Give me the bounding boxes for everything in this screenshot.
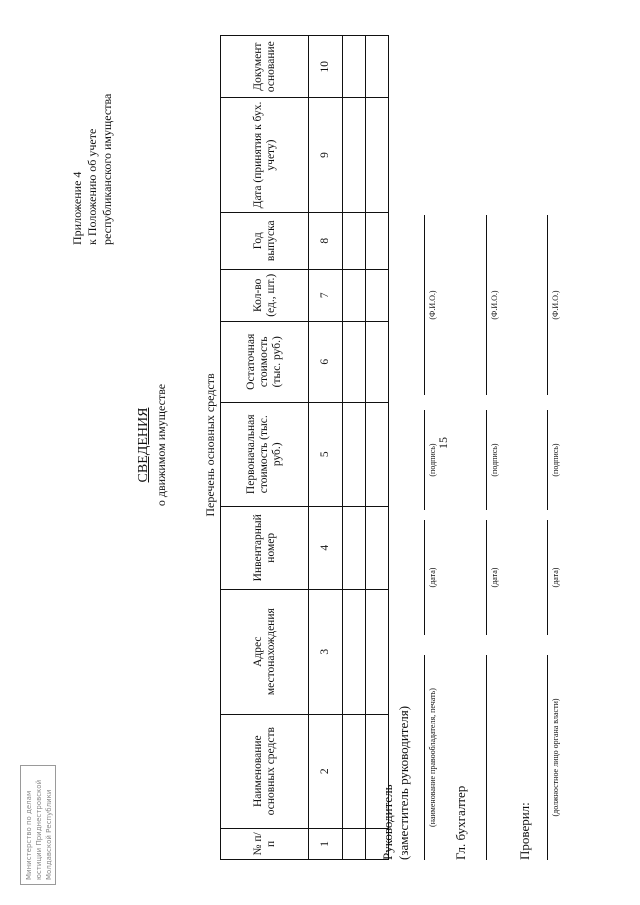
column-number-cell: 6 bbox=[309, 321, 343, 402]
header-cell: Наименование основных средств bbox=[221, 714, 309, 828]
document-subtitle: о движимом имуществе bbox=[154, 383, 168, 507]
official-signature-line bbox=[547, 655, 548, 860]
column-number-cell: 1 bbox=[309, 828, 343, 859]
header-cell: Остаточная стоимость (тыс. руб.) bbox=[221, 321, 309, 402]
date-caption: (дата) bbox=[490, 567, 499, 588]
deputy-head-title: (заместитель руководителя) bbox=[396, 705, 411, 860]
org-caption: (наименование правообладателя, печать) bbox=[428, 688, 437, 827]
date-caption: (дата) bbox=[428, 567, 437, 588]
column-number-row bbox=[309, 36, 343, 860]
appendix-line-3: республиканского имущества bbox=[100, 93, 114, 245]
table-cell bbox=[366, 321, 389, 402]
column-number-cell: 10 bbox=[309, 36, 343, 98]
appendix-line-2: к Положению об учете bbox=[85, 128, 99, 245]
name-signature-line bbox=[486, 215, 487, 395]
signature-title-checked: Проверил: bbox=[517, 802, 532, 860]
name-signature-line bbox=[424, 215, 425, 395]
name-caption: (Ф.И.О.) bbox=[551, 290, 560, 320]
appendix-note bbox=[70, 65, 115, 245]
header-cell: Инвентарный номер bbox=[221, 506, 309, 589]
table-cell bbox=[366, 212, 389, 269]
column-number-cell: 7 bbox=[309, 269, 343, 321]
date-signature-line bbox=[486, 520, 487, 635]
column-number-cell: 9 bbox=[309, 98, 343, 212]
table-header-row bbox=[221, 36, 309, 860]
table-cell bbox=[366, 36, 389, 98]
table-cell bbox=[343, 321, 366, 402]
signature-line bbox=[424, 410, 425, 510]
table-cell bbox=[343, 212, 366, 269]
column-number-cell: 3 bbox=[309, 589, 343, 714]
head-title: Руководитель bbox=[380, 784, 395, 860]
stamp-line-2: юстиции Приднестровской bbox=[35, 779, 43, 880]
signature-line bbox=[547, 410, 548, 510]
column-number-cell: 8 bbox=[309, 212, 343, 269]
date-caption: (дата) bbox=[551, 567, 560, 588]
column-number-cell: 4 bbox=[309, 506, 343, 589]
signature-caption: (подпись) bbox=[551, 443, 560, 477]
stamp-line-3: Молдавской Республики bbox=[45, 789, 53, 880]
header-cell: Год выпуска bbox=[221, 212, 309, 269]
table-cell bbox=[343, 828, 366, 859]
table-cell bbox=[343, 589, 366, 714]
table-caption: Перечень основных средств bbox=[203, 373, 217, 517]
official-caption: (должностное лицо органа власти) bbox=[551, 698, 560, 817]
signature-title-accountant: Гл. бухгалтер bbox=[453, 785, 468, 860]
column-number-cell: 5 bbox=[309, 402, 343, 506]
table-row bbox=[343, 36, 366, 860]
header-cell: Кол-во (ед., шт.) bbox=[221, 269, 309, 321]
table-cell bbox=[343, 402, 366, 506]
table-cell bbox=[366, 506, 389, 589]
header-cell: Дата (принятия к бух. учету) bbox=[221, 98, 309, 212]
table-cell bbox=[366, 402, 389, 506]
header-cell: № п/п bbox=[221, 828, 309, 859]
table-cell bbox=[366, 269, 389, 321]
table-cell bbox=[343, 36, 366, 98]
table-cell bbox=[366, 98, 389, 212]
header-cell: Документ основание bbox=[221, 36, 309, 98]
table-cell bbox=[343, 98, 366, 212]
org-signature-line bbox=[424, 655, 425, 860]
accountant-blank-line bbox=[486, 655, 487, 860]
date-signature-line bbox=[424, 520, 425, 635]
signature-caption: (подпись) bbox=[490, 443, 499, 477]
date-signature-line bbox=[547, 520, 548, 635]
registration-stamp bbox=[20, 765, 56, 885]
table-cell bbox=[343, 714, 366, 828]
signature-line bbox=[486, 410, 487, 510]
signature-title-head bbox=[380, 660, 412, 860]
fixed-assets-table bbox=[220, 35, 389, 860]
page-number: 15 bbox=[436, 437, 450, 449]
header-cell: Первоначальная стоимость (тыс. руб.) bbox=[221, 402, 309, 506]
document-title: СВЕДЕНИЯ bbox=[136, 407, 151, 483]
header-cell: Адрес местонахождения bbox=[221, 589, 309, 714]
stamp-line-1: Министерство по делам bbox=[25, 790, 33, 880]
name-caption: (Ф.И.О.) bbox=[428, 290, 437, 320]
signature-caption: (подпись) bbox=[428, 443, 437, 477]
table-cell bbox=[343, 506, 366, 589]
table-cell bbox=[343, 269, 366, 321]
name-signature-line bbox=[547, 215, 548, 395]
appendix-line-1: Приложение 4 bbox=[70, 171, 84, 245]
column-number-cell: 2 bbox=[309, 714, 343, 828]
name-caption: (Ф.И.О.) bbox=[490, 290, 499, 320]
